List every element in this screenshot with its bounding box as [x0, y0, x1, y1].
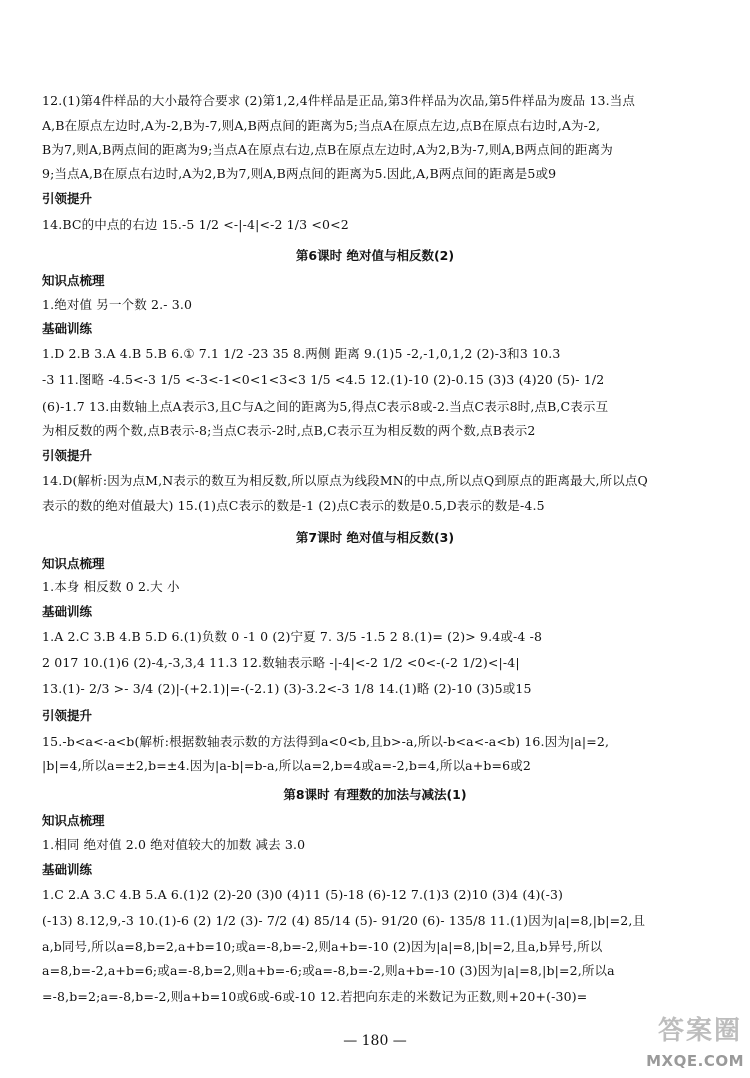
answer-line: 2 017 10.(1)6 (2)-4,-3,3,4 11.3 12.数轴表示略 -|-4|<-2 1/2 <0<-(-2 1/2)<|-4| [42, 655, 520, 670]
answer-line: (-13) 8.12,9,-3 10.(1)-6 (2) 1/2 (3)- 7/2 (4) 85/14 (5)- 91/20 (6)- 135/8 11.(1)因为|a|=8,|b|=2,且 [42, 913, 646, 928]
section-title: 第6课时 绝对值与相反数(2) [295, 248, 455, 263]
answer-line: 9;当点A,B在原点右边时,A为2,B为7,则A,B两点间的距离为5.因此,A,B两点间的距离是5或9 [42, 166, 557, 181]
section-heading: 引领提升 [42, 708, 93, 723]
section-heading: 引领提升 [42, 448, 93, 463]
answer-line: A,B在原点左边时,A为-2,B为-7,则A,B两点间的距离为5;当点A在原点左边,点B在原点右边时,A为-2, [42, 118, 601, 133]
answer-line: 1.相同 绝对值 2.0 绝对值较大的加数 减去 3.0 [42, 837, 306, 852]
answer-line: a=8,b=-2,a+b=6;或a=-8,b=2,则a+b=-6;或a=-8,b=-2,则a+b=-10 (3)因为|a|=8,|b|=2,所以a [42, 963, 615, 978]
answer-line: 1.本身 相反数 0 2.大 小 [42, 579, 180, 594]
answer-line: 1.C 2.A 3.C 4.B 5.A 6.(1)2 (2)-20 (3)0 (4)11 (5)-18 (6)-12 7.(1)3 (2)10 (3)4 (4)(-3) [42, 887, 564, 902]
section-heading: 基础训练 [42, 321, 93, 336]
section-heading: 基础训练 [42, 862, 93, 877]
answer-line: 12.(1)第4件样品的大小最符合要求 (2)第1,2,4件样品是正品,第3件样品为次品,第5件样品为废品 13.当点 [42, 93, 636, 108]
answer-line: a,b同号,所以a=8,b=2,a+b=10;或a=-8,b=-2,则a+b=-10 (2)因为|a|=8,|b|=2,且a,b异号,所以 [42, 939, 603, 954]
section-heading: 知识点梳理 [42, 273, 105, 288]
section-heading: 引领提升 [42, 191, 93, 206]
answer-line: 为相反数的两个数,点B表示-8;当点C表示-2时,点B,C表示互为相反数的两个数,点B表示2 [42, 423, 536, 438]
answer-line: 1.A 2.C 3.B 4.B 5.D 6.(1)负数 0 -1 0 (2)宁夏 7. 3/5 -1.5 2 8.(1)= (2)> 9.4或-4 -8 [42, 629, 543, 644]
answer-line: (6)-1.7 13.由数轴上点A表示3,且C与A之间的距离为5,得点C表示8或-2.当点C表示8时,点B,C表示互 [42, 399, 609, 414]
answer-line: =-8,b=2;a=-8,b=-2,则a+b=10或6或-6或-10 12.若把向东走的米数记为正数,则+20+(-30)= [42, 989, 588, 1004]
answer-line: 1.D 2.B 3.A 4.B 5.B 6.① 7.1 1/2 -23 35 8.两侧 距离 9.(1)5 -2,-1,0,1,2 (2)-3和3 10.3 [42, 346, 561, 361]
section-title: 第8课时 有理数的加法与减法(1) [283, 787, 467, 802]
answer-line: 14.BC的中点的右边 15.-5 1/2 <-|-4|<-2 1/3 <0<2 [42, 217, 349, 232]
section-heading: 基础训练 [42, 604, 93, 619]
watermark-logo: 答案圈 [657, 1016, 742, 1046]
watermark [606, 1010, 744, 1070]
answer-line: 13.(1)- 2/3 >- 3/4 (2)|-(+2.1)|=-(-2.1) (3)-3.2<-3 1/8 14.(1)略 (2)-10 (3)5或15 [42, 681, 532, 696]
section-heading: 知识点梳理 [42, 556, 105, 571]
answer-line: 1.绝对值 另一个数 2.- 3.0 [42, 297, 193, 312]
page-number: — 180 — [343, 1033, 407, 1049]
answer-line: |b|=4,所以a=±2,b=±4.因为|a-b|=b-a,所以a=2,b=4或a=-2,b=4,所以a+b=6或2 [42, 758, 532, 773]
section-title: 第7课时 绝对值与相反数(3) [295, 530, 455, 545]
answer-line: 14.D(解析:因为点M,N表示的数互为相反数,所以原点为线段MN的中点,所以点Q到原点的距离最大,所以点Q [42, 473, 648, 488]
section-heading: 知识点梳理 [42, 813, 105, 828]
answer-line: 15.-b<a<-a<b(解析:根据数轴表示数的方法得到a<0<b,且b>-a,所以-b<a<-a<b) 16.因为|a|=2, [42, 734, 610, 749]
answer-line: 表示的数的绝对值最大) 15.(1)点C表示的数是-1 (2)点C表示的数是0.5,D表示的数是-4.5 [42, 498, 545, 513]
answer-line: B为7,则A,B两点间的距离为9;当点A在原点右边,点B在原点左边时,A为2,B为-7,则A,B两点间的距离为 [42, 142, 613, 157]
watermark-site: MXQE.COM [646, 1052, 744, 1070]
answer-line: -3 11.图略 -4.5<-3 1/5 <-3<-1<0<1<3<3 1/5 <4.5 12.(1)-10 (2)-0.15 (3)3 (4)20 (5)- 1/2 [42, 372, 605, 387]
